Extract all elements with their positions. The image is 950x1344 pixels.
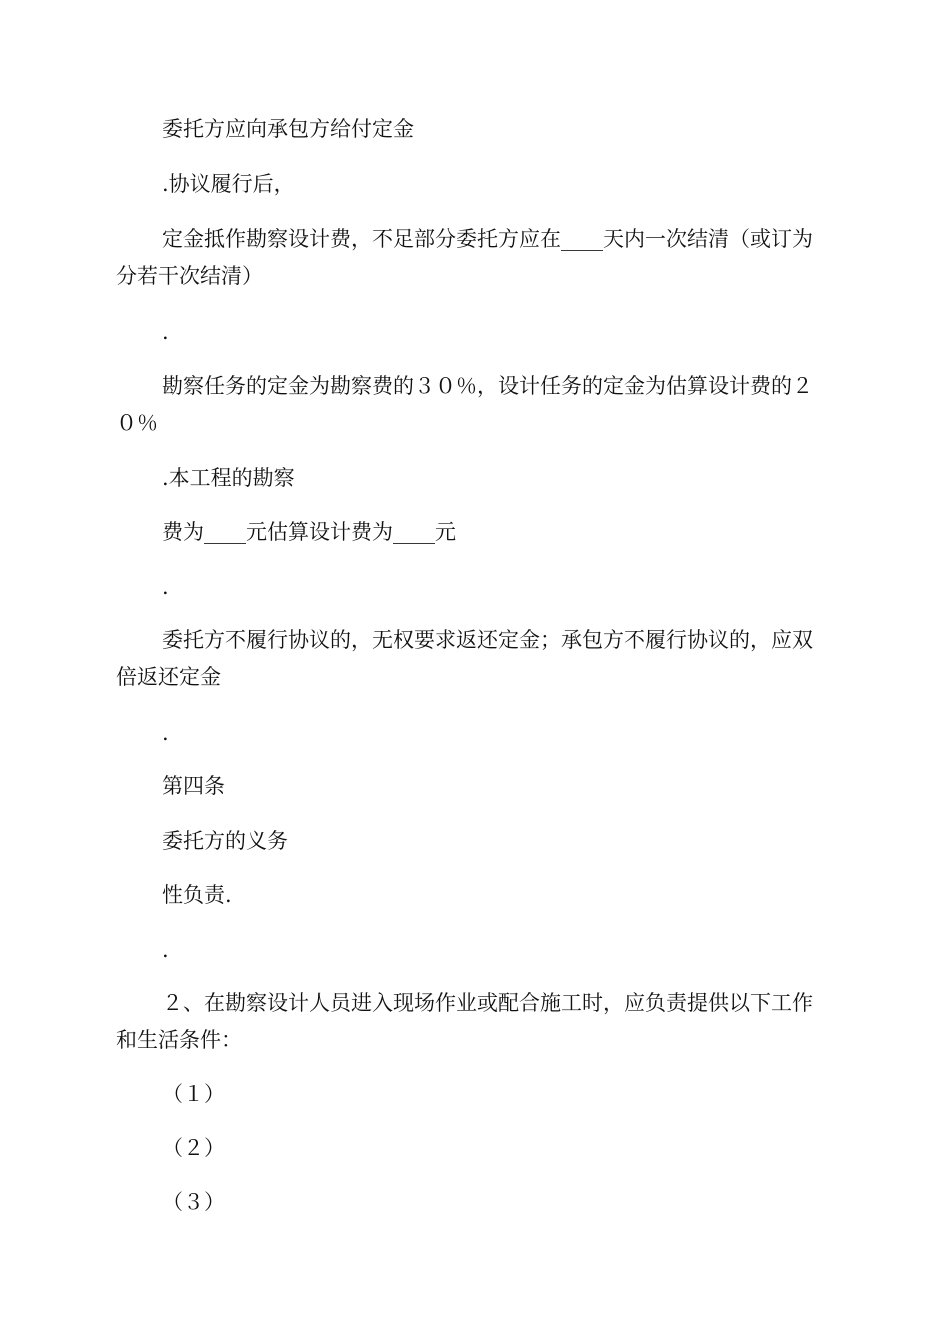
paragraph-site-conditions: ２、在勘察设计人员进入现场作业或配合施工时，应负责提供以下工作和生活条件： — [116, 991, 813, 1052]
paragraph-breach-terms: 委托方不履行协议的，无权要求返还定金；承包方不履行协议的，应双倍返还定金 — [116, 628, 813, 689]
list-item-1: （１） — [162, 1082, 225, 1106]
paragraph-dot: . — [162, 938, 169, 962]
paragraph-dot: . — [162, 575, 169, 599]
paragraph-dot: . — [162, 320, 169, 344]
paragraph-after-performance: .协议履行后， — [162, 172, 295, 196]
paragraph-dot: . — [162, 721, 169, 745]
list-item-2: （２） — [162, 1136, 225, 1160]
paragraph-deposit-ratio: 勘察任务的定金为勘察费的３０％，设计任务的定金为估算设计费的２０％ — [116, 374, 813, 435]
client-obligations-heading: 委托方的义务 — [162, 829, 288, 853]
paragraph-survey-project: .本工程的勘察 — [162, 466, 295, 490]
article-four-heading: 第四条 — [162, 774, 225, 798]
paragraph-responsibility: 性负责. — [162, 883, 232, 907]
list-item-3: （３） — [162, 1190, 225, 1214]
paragraph-deposit-payment: 委托方应向承包方给付定金 — [162, 117, 414, 141]
paragraph-deposit-offset: 定金抵作勘察设计费，不足部分委托方应在____天内一次结清（或订为分若干次结清） — [116, 227, 813, 288]
paragraph-fee-amounts: 费为____元估算设计费为____元 — [162, 520, 456, 544]
